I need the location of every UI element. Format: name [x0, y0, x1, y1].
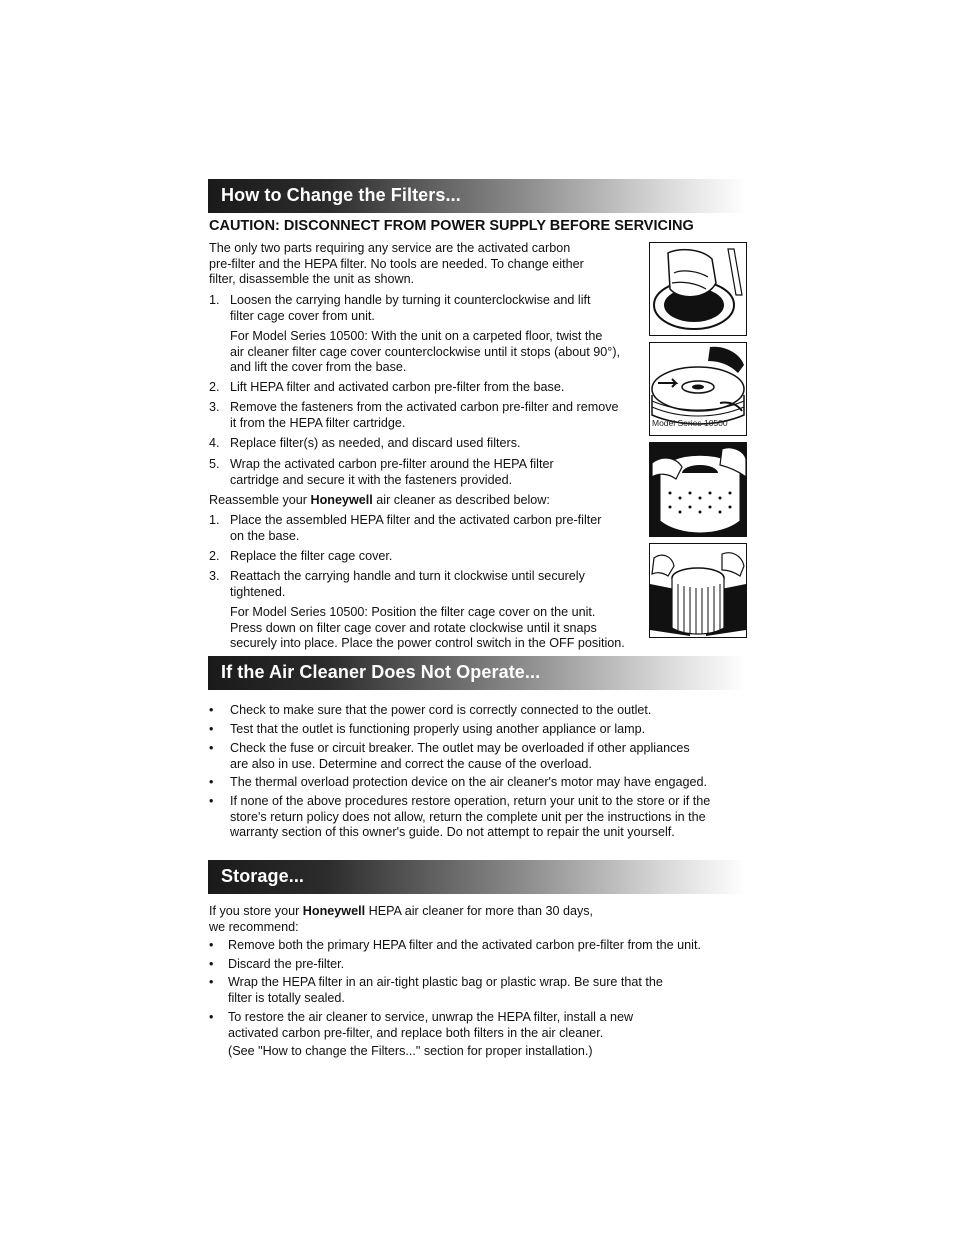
section-title: Storage... [221, 866, 305, 886]
step-text [230, 436, 521, 452]
step-number: 2. [209, 549, 220, 563]
text-run: HEPA air cleaner for more than 30 days, [365, 904, 594, 918]
text-line: Loosen the carrying handle by turning it counterclockwise and lift [230, 293, 591, 307]
step-text [230, 513, 601, 544]
step-text [230, 380, 564, 396]
text-line: warranty section of this owner's guide. Do not attempt to repair the unit yourself. [230, 825, 675, 839]
step-text [230, 457, 554, 488]
text-line: If none of the above procedures restore operation, return your unit to the store or if the [230, 794, 711, 808]
text-line: Press down on filter cage cover and rotate clockwise until it snaps [230, 620, 597, 635]
text-line: For Model Series 10500: Position the filter cage cover on the unit. [230, 605, 596, 619]
figure-caption: Model Series 10500 [652, 418, 728, 428]
text-line: Remove both the primary HEPA filter and the activated carbon pre-filter from the unit. [228, 938, 701, 952]
text-line: and lift the cover from the base. [230, 360, 407, 374]
list-item [230, 741, 690, 772]
list-item [230, 703, 651, 719]
text-line: it from the HEPA filter cartridge. [230, 415, 406, 430]
section-banner-storage [208, 860, 746, 894]
text-line: we recommend: [209, 919, 299, 934]
bullet-marker: • [209, 794, 214, 808]
text-line: Lift HEPA filter and activated carbon pre-filter from the base. [230, 380, 565, 394]
text-line: Test that the outlet is functioning properly using another appliance or lamp. [230, 722, 646, 736]
text-line: store's return policy does not allow, return the complete unit per the instructions in the [230, 809, 706, 824]
bullet-marker: • [209, 722, 214, 736]
text-line: activated carbon pre-filter, and replace both filters in the air cleaner. [228, 1025, 604, 1040]
bullet-marker: • [209, 741, 214, 755]
list-item [230, 775, 707, 791]
brand-name: Honeywell [310, 493, 373, 507]
text-line: Wrap the HEPA filter in an air-tight plastic bag or plastic wrap. Be sure that the [228, 975, 663, 989]
text-line: filter, disassemble the unit as shown. [209, 272, 415, 286]
section-banner-change-filters [208, 179, 746, 213]
list-item [228, 938, 701, 954]
storage-intro [209, 904, 593, 935]
text-line: For Model Series 10500: With the unit on a carpeted floor, twist the [230, 329, 603, 343]
step-number: 5. [209, 457, 220, 471]
text-line: Place the assembled HEPA filter and the activated carbon pre-filter [230, 513, 602, 527]
list-item [230, 794, 710, 841]
section-title: How to Change the Filters... [221, 185, 461, 205]
list-item [228, 957, 344, 973]
text-line: Check the fuse or circuit breaker. The outlet may be overloaded if other appliances [230, 741, 690, 755]
list-item [228, 975, 663, 1006]
section-title: If the Air Cleaner Does Not Operate... [221, 662, 541, 682]
step-number: 1. [209, 513, 220, 527]
step-note-10500 [230, 605, 625, 652]
text-line: Wrap the activated carbon pre-filter around the HEPA filter [230, 457, 554, 471]
brand-name: Honeywell [302, 904, 366, 918]
caution-heading: CAUTION: DISCONNECT FROM POWER SUPPLY BEFORE SERVICING [209, 218, 694, 234]
text-line: The thermal overload protection device on the air cleaner's motor may have engaged. [230, 775, 708, 789]
list-item [230, 722, 645, 738]
section-banner-does-not-operate [208, 656, 746, 690]
step-number: 3. [209, 400, 220, 414]
step-text [230, 293, 591, 324]
text-line: filter is totally sealed. [228, 990, 345, 1005]
text-line: air cleaner filter cage cover counterclockwise until it stops (about 90°), [230, 344, 621, 359]
step-text [230, 549, 392, 565]
step-number: 3. [209, 569, 220, 583]
text-line: filter cage cover from unit. [230, 308, 375, 323]
bullet-marker: • [209, 1010, 214, 1024]
installation-note: (See "How to change the Filters..." section for proper installation.) [228, 1044, 593, 1058]
text-line: pre-filter and the HEPA filter. No tools are needed. To change either [209, 256, 584, 271]
text-run: air cleaner as described below: [372, 493, 550, 507]
illustration-remove-handle [649, 242, 747, 336]
text-line: on the base. [230, 528, 300, 543]
step-number: 1. [209, 293, 220, 307]
text-line: The only two parts requiring any service are the activated carbon [209, 241, 571, 255]
text-line: Remove the fasteners from the activated carbon pre-filter and remove [230, 400, 619, 414]
step-text [230, 569, 585, 600]
bullet-marker: • [209, 938, 214, 952]
text-line: Replace filter(s) as needed, and discard used filters. [230, 436, 521, 450]
text-line: Replace the filter cage cover. [230, 549, 393, 563]
reassemble-intro [209, 493, 550, 509]
text-line: Discard the pre-filter. [228, 957, 345, 971]
illustration-wrap-prefilter [649, 543, 747, 638]
text-run: Reassemble your [209, 493, 311, 507]
text-line: are also in use. Determine and correct the cause of the overload. [230, 756, 592, 771]
text-line [209, 904, 593, 920]
bullet-marker: • [209, 975, 214, 989]
list-item [228, 1010, 633, 1041]
text-line: tightened. [230, 584, 286, 599]
bullet-marker: • [209, 775, 214, 789]
step-note-10500 [230, 329, 620, 376]
text-line: securely into place. Place the power control switch in the OFF position. [230, 636, 625, 650]
text-run: If you store your [209, 904, 303, 918]
text-line: Check to make sure that the power cord is correctly connected to the outlet. [230, 703, 652, 717]
text-line: To restore the air cleaner to service, unwrap the HEPA filter, install a new [228, 1010, 634, 1024]
intro-paragraph [209, 241, 584, 288]
step-number: 2. [209, 380, 220, 394]
illustration-lift-filter [649, 442, 747, 537]
bullet-marker: • [209, 703, 214, 717]
step-number: 4. [209, 436, 220, 450]
text-line: Reattach the carrying handle and turn it clockwise until securely [230, 569, 585, 583]
text-line: cartridge and secure it with the fasteners provided. [230, 472, 513, 487]
bullet-marker: • [209, 957, 214, 971]
step-text [230, 400, 619, 431]
